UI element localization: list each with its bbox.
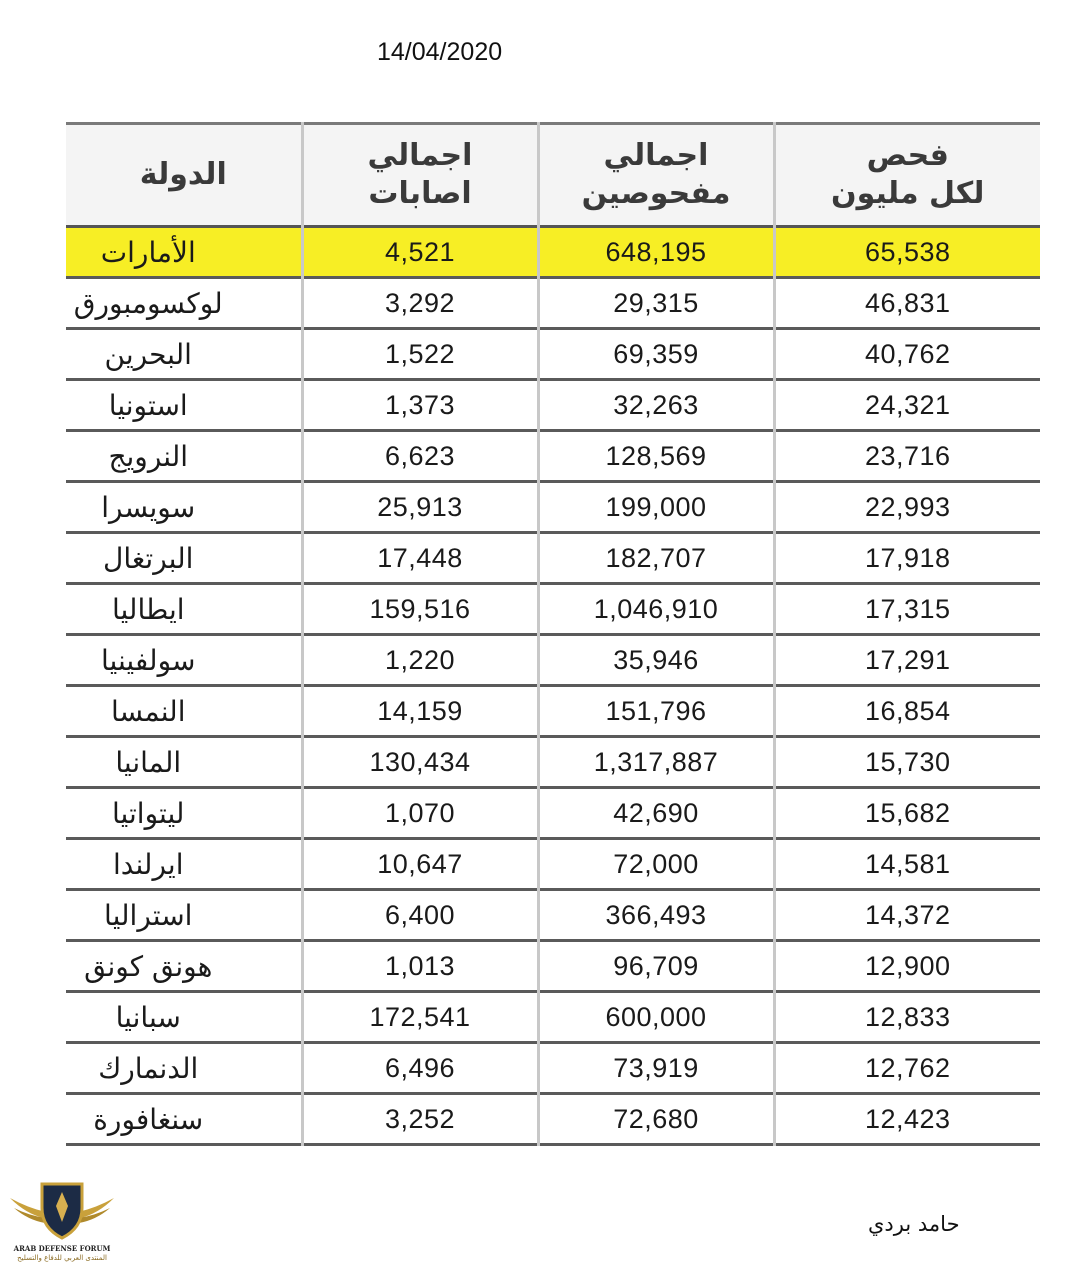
tests-per-million-cell: 12,833 bbox=[774, 992, 1040, 1043]
table-row bbox=[66, 1043, 1040, 1094]
table-row bbox=[66, 788, 1040, 839]
total-tested-cell: 600,000 bbox=[538, 992, 774, 1043]
total-tested-cell: 1,046,910 bbox=[538, 584, 774, 635]
tests-per-million-cell: 22,993 bbox=[774, 482, 1040, 533]
country-cell: هونق كونق bbox=[66, 941, 302, 992]
total-cases-cell: 3,292 bbox=[302, 278, 538, 329]
tests-per-million-cell: 65,538 bbox=[774, 227, 1040, 278]
total-tested-cell: 1,317,887 bbox=[538, 737, 774, 788]
country-cell: المانيا bbox=[66, 737, 302, 788]
table-row bbox=[66, 533, 1040, 584]
country-cell: استراليا bbox=[66, 890, 302, 941]
total-tested-cell: 151,796 bbox=[538, 686, 774, 737]
total-cases-cell: 25,913 bbox=[302, 482, 538, 533]
header-total-tested: اجمالي مفحوصين bbox=[538, 124, 774, 227]
total-tested-cell: 72,680 bbox=[538, 1094, 774, 1145]
country-cell: ليتواتيا bbox=[66, 788, 302, 839]
testing-table bbox=[66, 122, 1040, 1146]
country-cell: البرتغال bbox=[66, 533, 302, 584]
total-cases-cell: 159,516 bbox=[302, 584, 538, 635]
table-row bbox=[66, 890, 1040, 941]
header-total-cases: اجمالي اصابات bbox=[302, 124, 538, 227]
logo-arabic-text: المنتدى العربي للدفاع والتسليح bbox=[17, 1254, 107, 1262]
header-country: الدولة bbox=[66, 124, 302, 227]
table-row bbox=[66, 737, 1040, 788]
table-row bbox=[66, 686, 1040, 737]
country-cell: الأمارات bbox=[66, 227, 302, 278]
tests-per-million-cell: 15,730 bbox=[774, 737, 1040, 788]
table-row bbox=[66, 1094, 1040, 1145]
total-tested-cell: 366,493 bbox=[538, 890, 774, 941]
tests-per-million-cell: 17,291 bbox=[774, 635, 1040, 686]
total-cases-cell: 1,522 bbox=[302, 329, 538, 380]
total-tested-cell: 96,709 bbox=[538, 941, 774, 992]
total-cases-cell: 14,159 bbox=[302, 686, 538, 737]
table-row bbox=[66, 278, 1040, 329]
total-tested-cell: 648,195 bbox=[538, 227, 774, 278]
tests-per-million-cell: 16,854 bbox=[774, 686, 1040, 737]
country-cell: البحرين bbox=[66, 329, 302, 380]
tests-per-million-cell: 24,321 bbox=[774, 380, 1040, 431]
country-cell: النرويج bbox=[66, 431, 302, 482]
report-date: 14/04/2020 bbox=[377, 38, 503, 66]
table-row bbox=[66, 431, 1040, 482]
tests-per-million-cell: 12,762 bbox=[774, 1043, 1040, 1094]
country-cell: ايطاليا bbox=[66, 584, 302, 635]
country-cell: النمسا bbox=[66, 686, 302, 737]
total-tested-cell: 32,263 bbox=[538, 380, 774, 431]
total-tested-cell: 73,919 bbox=[538, 1043, 774, 1094]
table-row bbox=[66, 584, 1040, 635]
total-cases-cell: 3,252 bbox=[302, 1094, 538, 1145]
total-cases-cell: 172,541 bbox=[302, 992, 538, 1043]
tests-per-million-cell: 14,581 bbox=[774, 839, 1040, 890]
tests-per-million-cell: 17,918 bbox=[774, 533, 1040, 584]
author-signature: حامد بردي bbox=[868, 1212, 960, 1236]
total-tested-cell: 35,946 bbox=[538, 635, 774, 686]
total-cases-cell: 6,496 bbox=[302, 1043, 538, 1094]
country-cell: سنغافورة bbox=[66, 1094, 302, 1145]
table-row bbox=[66, 329, 1040, 380]
table-row bbox=[66, 482, 1040, 533]
total-cases-cell: 1,220 bbox=[302, 635, 538, 686]
table-row bbox=[66, 380, 1040, 431]
tests-per-million-cell: 14,372 bbox=[774, 890, 1040, 941]
table-row-highlighted bbox=[66, 227, 1040, 278]
table-row bbox=[66, 839, 1040, 890]
table-row bbox=[66, 941, 1040, 992]
table-header-row bbox=[66, 124, 1040, 227]
total-cases-cell: 17,448 bbox=[302, 533, 538, 584]
country-cell: سويسرا bbox=[66, 482, 302, 533]
total-tested-cell: 182,707 bbox=[538, 533, 774, 584]
total-cases-cell: 6,400 bbox=[302, 890, 538, 941]
tests-per-million-cell: 17,315 bbox=[774, 584, 1040, 635]
country-cell: لوكسومبورق bbox=[66, 278, 302, 329]
shield-wings-icon bbox=[8, 1178, 116, 1244]
total-cases-cell: 130,434 bbox=[302, 737, 538, 788]
total-tested-cell: 72,000 bbox=[538, 839, 774, 890]
logo-english-text: ARAB DEFENSE FORUM bbox=[13, 1244, 111, 1253]
country-cell: الدنمارك bbox=[66, 1043, 302, 1094]
country-cell: سبانيا bbox=[66, 992, 302, 1043]
total-cases-cell: 4,521 bbox=[302, 227, 538, 278]
country-cell: ايرلندا bbox=[66, 839, 302, 890]
total-cases-cell: 1,070 bbox=[302, 788, 538, 839]
total-cases-cell: 1,373 bbox=[302, 380, 538, 431]
tests-per-million-cell: 12,423 bbox=[774, 1094, 1040, 1145]
tests-per-million-cell: 12,900 bbox=[774, 941, 1040, 992]
table-row bbox=[66, 635, 1040, 686]
country-cell: استونيا bbox=[66, 380, 302, 431]
country-cell: سولفينيا bbox=[66, 635, 302, 686]
total-cases-cell: 1,013 bbox=[302, 941, 538, 992]
tests-per-million-cell: 15,682 bbox=[774, 788, 1040, 839]
total-cases-cell: 6,623 bbox=[302, 431, 538, 482]
total-tested-cell: 29,315 bbox=[538, 278, 774, 329]
tests-per-million-cell: 46,831 bbox=[774, 278, 1040, 329]
total-cases-cell: 10,647 bbox=[302, 839, 538, 890]
total-tested-cell: 69,359 bbox=[538, 329, 774, 380]
tests-per-million-cell: 23,716 bbox=[774, 431, 1040, 482]
table-row bbox=[66, 992, 1040, 1043]
total-tested-cell: 199,000 bbox=[538, 482, 774, 533]
header-tests-per-million: فحص لكل مليون bbox=[774, 124, 1040, 227]
table-body bbox=[66, 227, 1040, 1145]
tests-per-million-cell: 40,762 bbox=[774, 329, 1040, 380]
total-tested-cell: 128,569 bbox=[538, 431, 774, 482]
total-tested-cell: 42,690 bbox=[538, 788, 774, 839]
